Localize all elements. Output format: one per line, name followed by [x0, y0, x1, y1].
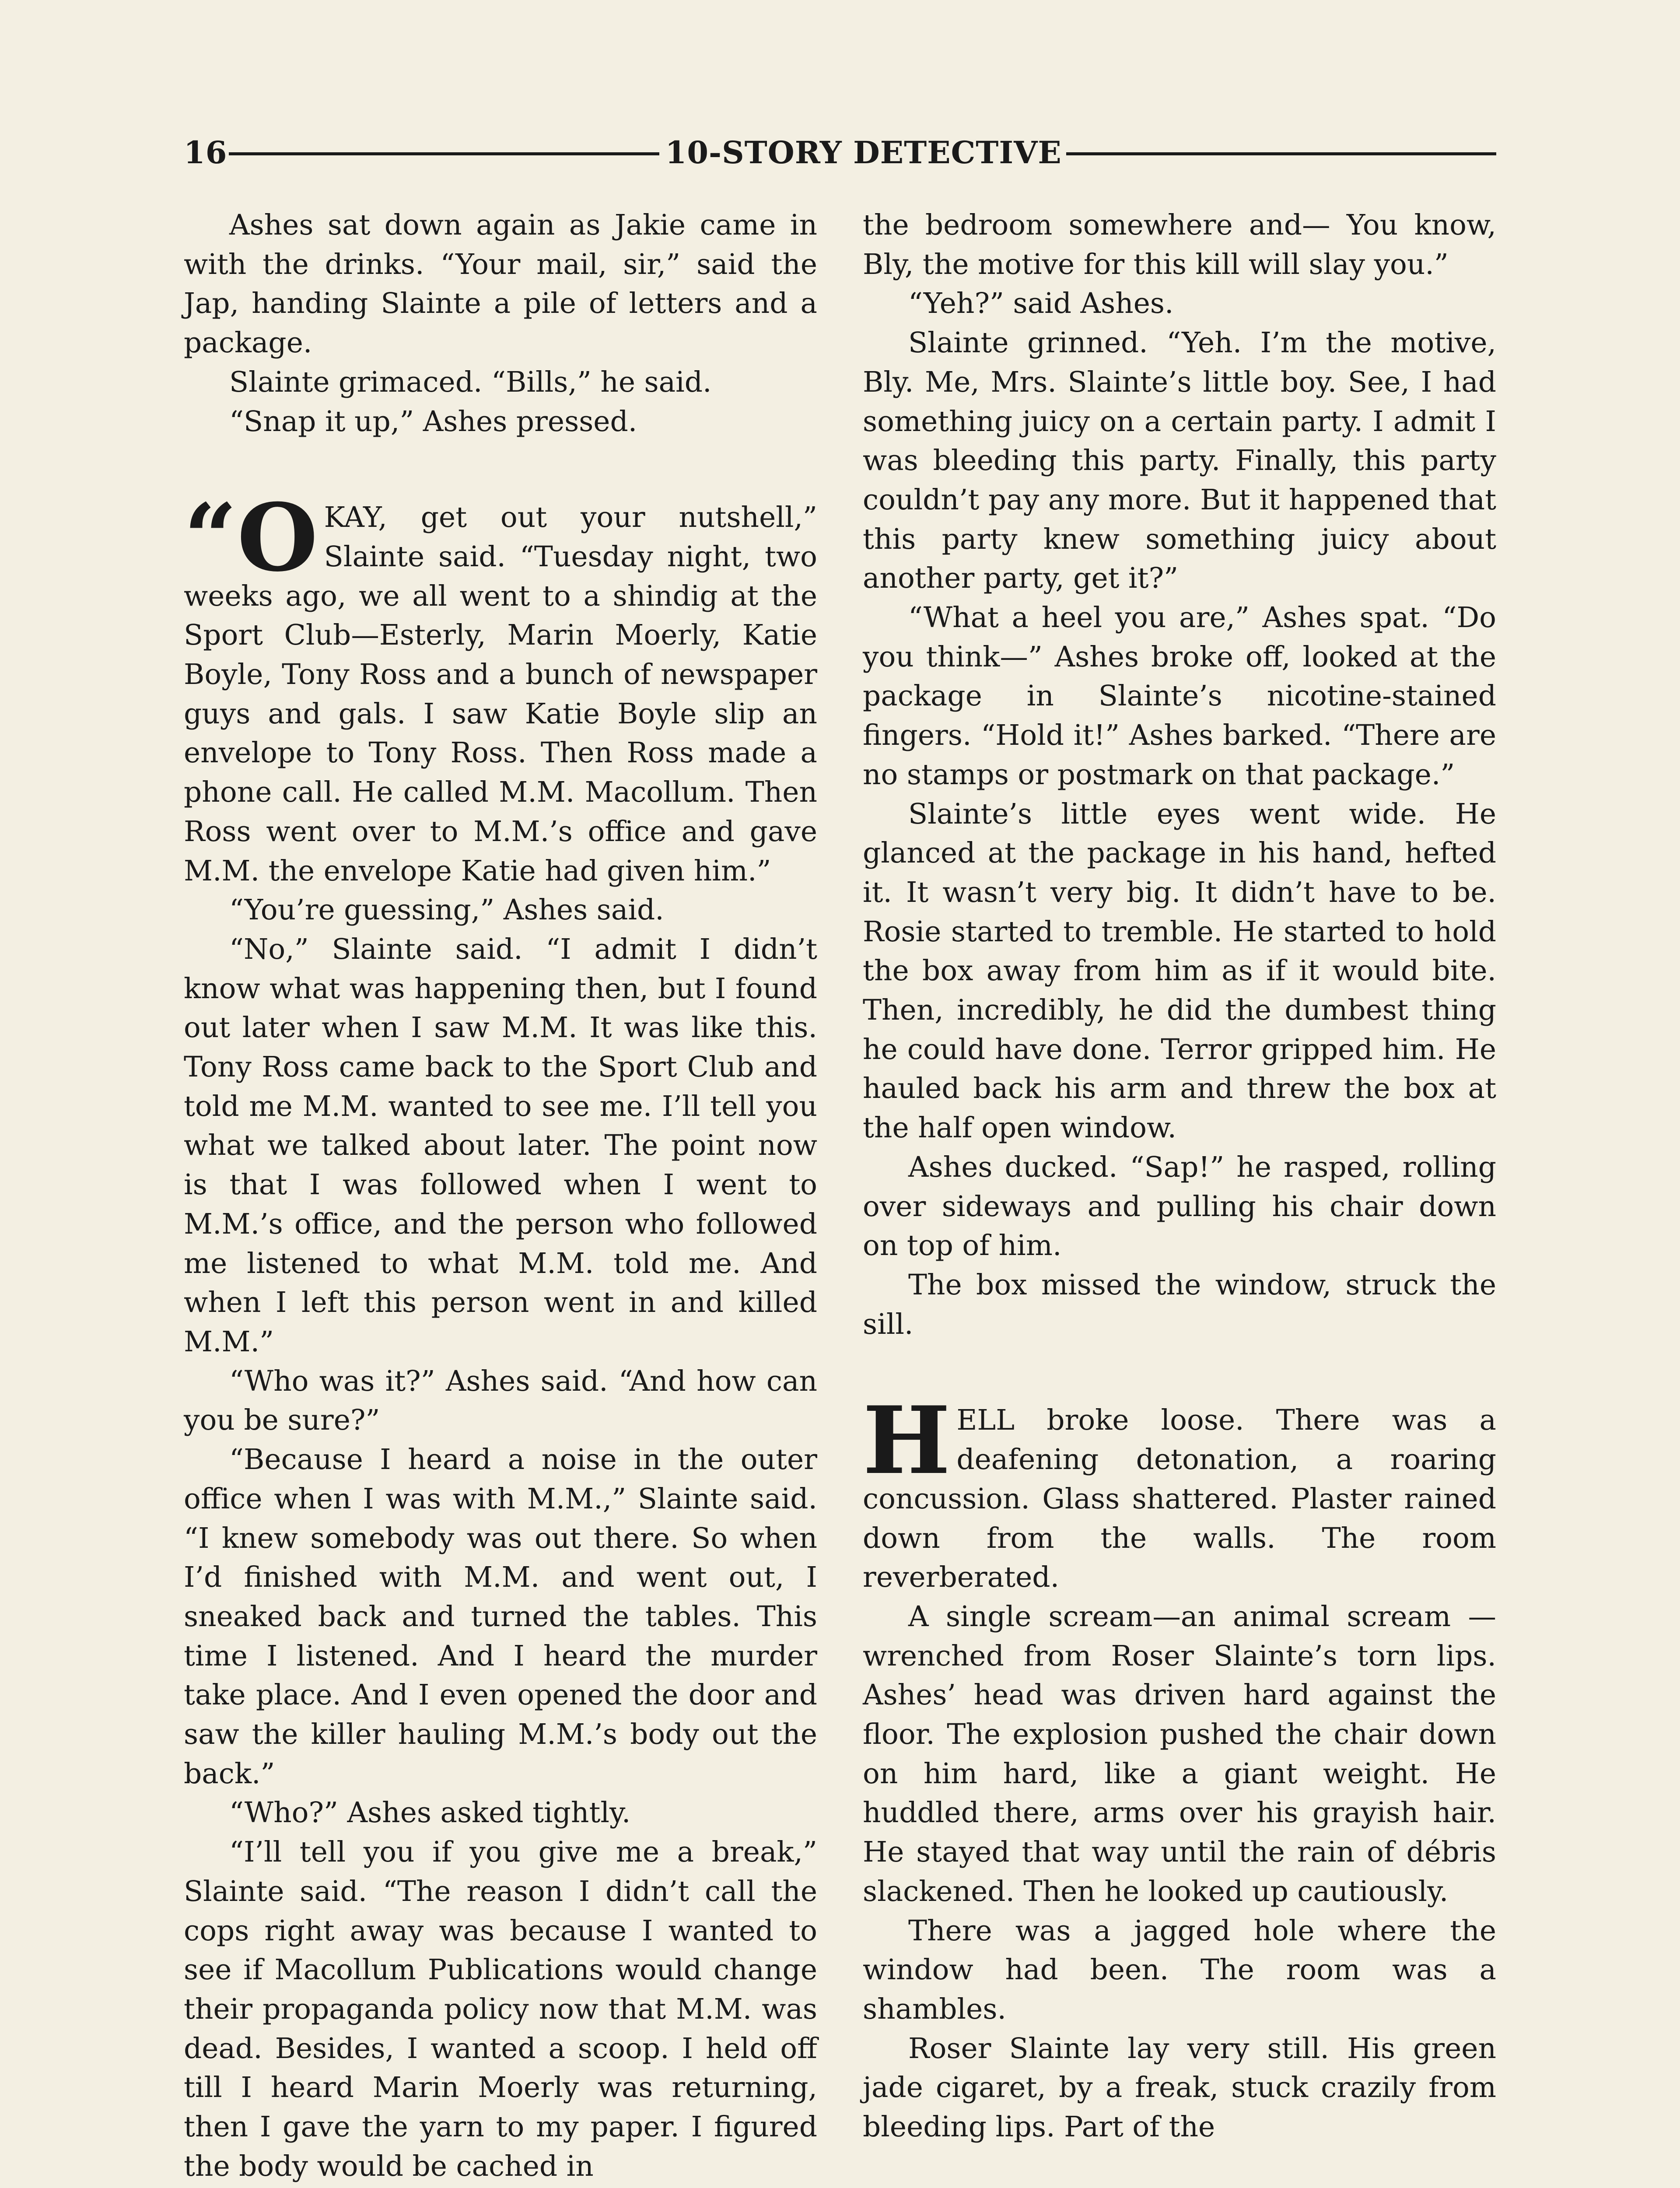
paragraph: There was a jagged hole where the window had been. The room was a shambles. — [863, 1914, 1496, 2026]
paragraph: “No,” Slainte said. “I admit I didn’t know what was happening then, but I found out later when I saw M.M. It was like this. Tony Ross came back to the Sport Club and told me M.M. wanted to see me. I’ll tell you what we talked about later. The point now is that I was followed when I went to M.M.’s office, and the person who followed me listened to what M.M. told me. And when I left this person went in and killed M.M.” — [184, 933, 817, 1358]
header-rule-right — [1066, 152, 1496, 155]
paragraph: “I’ll tell you if you give me a break,” Slainte said. “The reason I didn’t call the cops right away was because I wanted to see if Macollum Publications would change their propaganda policy now that M.M. was dead. Besides, I wanted a scoop. I held off till I heard Marin Moerly was returning, then I gave the yarn to my paper. I figured the body would be cached in — [184, 1836, 817, 2183]
paragraph: “Because I heard a noise in the outer office when I was with M.M.,” Slainte said. “I knew somebody was out there. So when I’d finished with M.M. and went out, I sneaked back and turned the tables. This time I listened. And I heard the murder take place. And I even opened the door and saw the killer hauling M.M.’s body out the back.” — [184, 1443, 817, 1790]
paragraph: “What a heel you are,” Ashes spat. “Do you think—” Ashes broke off, looked at the package in Slainte’s nicotine-stained fingers. “Hold it!” Ashes barked. “There are no stamps or postmark on that package.” — [863, 601, 1496, 791]
page-number: 16 — [184, 134, 228, 171]
paragraph: Roser Slainte lay very still. His green jade cigaret, by a freak, stuck crazily from bleeding lips. Part of the — [863, 2032, 1496, 2144]
paragraph: “You’re guessing,” Ashes said. — [229, 894, 664, 927]
paragraph: “Snap it up,” Ashes pressed. — [229, 405, 637, 438]
paragraph: Slainte’s little eyes went wide. He glanced at the package in his hand, hefted it. It wasn’t very big. It didn’t have to be. Rosie started to tremble. He started to hold the box away from him as if it would bite. Then, incredibly, he did the dumbest thing he could have done. Terror gripped him. He hauled back his arm and threw the box at the half open window. — [863, 797, 1496, 1145]
paragraph: “Who?” Ashes asked tightly. — [229, 1796, 631, 1830]
paragraph: A single scream—an animal scream —wrenched from Roser Slainte’s torn lips. Ashes’ head was driven hard against the floor. The explosion pushed the chair down on him hard, like a giant weight. He huddled there, arms over his grayish hair. He stayed that way until the rain of débris slackened. Then he looked up cautiously. — [863, 1600, 1496, 1908]
paragraph: Slainte grinned. “Yeh. I’m the motive, Bly. Me, Mrs. Slainte’s little boy. See, I had something juicy on a certain party. I admit I was bleeding this party. Finally, this party couldn’t pay any more. But it happened that this party knew something juicy about another party, get it?” — [863, 326, 1496, 595]
paragraph: Ashes sat down again as Jakie came in with the drinks. “Your mail, sir,” said the Jap, handing Slainte a pile of letters and a package. — [184, 209, 817, 360]
left-column — [184, 206, 817, 2186]
paragraph: the bedroom somewhere and— You know, Bly, the motive for this kill will slay you.” — [863, 209, 1496, 281]
running-header — [184, 126, 1496, 179]
paragraph: The box missed the window, struck the sill. — [863, 1268, 1496, 1341]
section-opening-paragraph: “O KAY, get out your nutshell,” Slainte said. “Tuesday night, two weeks ago, we all went to a shindig at the Sport Club—Esterly, Marin Moerly, Katie Boyle, Tony Ross and a bunch of newspaper guys and gals. I saw Katie Boyle slip an envelope to Tony Ross. Then Ross made a phone call. He called M.M. Macollum. Then Ross went over to M.M.’s office and gave M.M. the envelope Katie had given him.” — [184, 483, 817, 887]
drop-cap: “O — [184, 483, 318, 593]
paragraph: “Who was it?” Ashes said. “And how can you be sure?” — [184, 1364, 817, 1437]
paragraph: “Yeh?” said Ashes. — [908, 287, 1174, 320]
paragraph: Ashes ducked. “Sap!” he rasped, rolling over sideways and pulling his chair down on top of him. — [863, 1150, 1496, 1262]
header-rule-left — [229, 152, 659, 155]
right-column — [863, 206, 1496, 2147]
magazine-title: 10-STORY DETECTIVE — [665, 134, 1062, 171]
section-opening-paragraph: HELL broke loose. There was a deafening detonation, a roaring concussion. Glass shattered. Plaster rained down from the walls. The room reverberated. — [863, 1386, 1496, 1594]
drop-cap: H — [863, 1386, 951, 1495]
paragraph: Slainte grimaced. “Bills,” he said. — [229, 365, 712, 399]
